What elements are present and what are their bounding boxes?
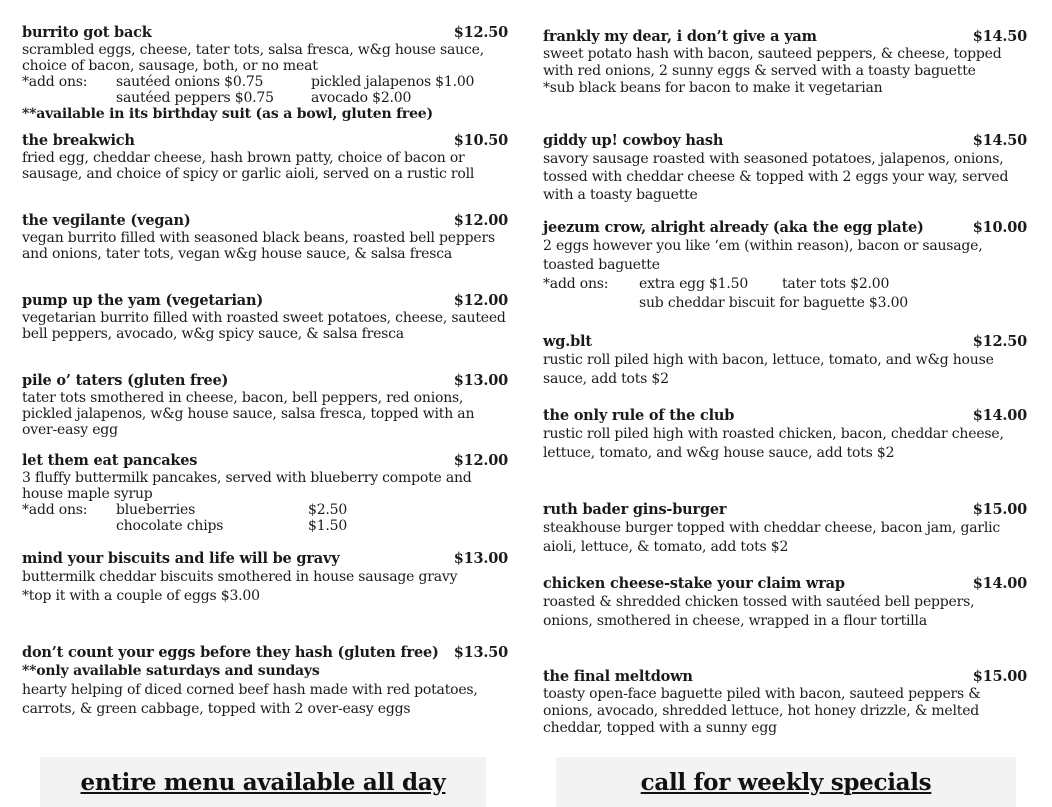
menu-item-description: fried egg, cheddar cheese, hash brown patty, choice of bacon or sausage, and choice of spicy or garlic aioli, served on a rustic roll [22,150,475,182]
menu-item-name: the vegilante (vegan) [22,212,191,229]
menu-item-price: $14.00 [972,407,1027,424]
menu-item-name: the final meltdown [543,668,693,685]
menu-item-description: buttermilk cheddar biscuits smothered in house sausage gravy [22,569,458,585]
menu-item-description: vegetarian burrito filled with roasted sweet potatoes, cheese, sauteed bell peppers, avocado, w&g spicy sauce, & salsa fresca [22,310,506,342]
add-on: tater tots $2.00 [782,276,890,292]
menu-item-description: rustic roll piled high with roasted chicken, bacon, cheddar cheese, lettuce, tomato, and w&g house sauce, add tots $2 [543,426,1004,461]
menu-item-jeezum-crow [543,219,1027,313]
banner-weekly-specials [556,757,1016,807]
menu-item-price: $12.00 [453,292,508,309]
banner-text: call for weekly specials [640,768,932,796]
menu-item-price: $14.50 [972,28,1027,45]
menu-item-name: mind your biscuits and life will be gravy [22,550,340,567]
menu-item-price: $12.00 [453,212,508,229]
menu-item-price: $10.00 [972,219,1027,236]
menu-item-description: 3 fluffy buttermilk pancakes, served with blueberry compote and house maple syrup [22,470,472,502]
menu-item-price: $12.50 [453,24,508,41]
menu-item-name: burrito got back [22,24,152,41]
add-on: pickled jalapenos $1.00 [311,74,475,90]
menu-item-price: $14.00 [972,575,1027,592]
add-on-price: $1.50 [308,518,348,534]
menu-item-giddy-up-cowboy-hash [543,132,1027,204]
menu-item-ruth-bader-gins-burger [543,501,1027,557]
menu-item-description: savory sausage roasted with seasoned potatoes, jalapenos, onions, tossed with cheddar cheese & topped with 2 eggs your way, served with a toasty baguette [543,151,1009,203]
menu-item-price: $15.00 [972,501,1027,518]
menu-item-wg-blt [543,333,1027,389]
menu-item-name: frankly my dear, i don’t give a yam [543,28,817,45]
menu-item-name: pile o’ taters (gluten free) [22,372,229,389]
menu-item-price: $15.00 [972,668,1027,685]
menu-item-the-final-meltdown [543,668,1027,737]
menu-item-description: scrambled eggs, cheese, tater tots, salsa fresca, w&g house sauce, choice of bacon, sausage, both, or no meat [22,42,484,74]
add-ons-label: *add ons: [22,502,88,518]
menu-item-pile-o-taters [22,372,508,438]
menu-item-name: pump up the yam (vegetarian) [22,292,263,309]
menu-item-name: jeezum crow, alright already (aka the egg plate) [543,219,924,236]
menu-item-price: $12.50 [972,333,1027,350]
menu-item-name: don’t count your eggs before they hash (gluten free) [22,644,439,661]
add-ons-label: *add ons: [543,276,609,292]
menu-item-pump-up-the-yam [22,292,508,342]
menu-item-description: hearty helping of diced corned beef hash made with red potatoes, carrots, & green cabbage, topped with 2 over-easy eggs [22,682,478,717]
banner-text: entire menu available all day [80,768,446,796]
add-ons [22,74,508,106]
menu-item-name: giddy up! cowboy hash [543,132,724,149]
menu-item-name: wg.blt [543,333,592,350]
menu-item-let-them-eat-pancakes [22,452,508,534]
menu-item-chicken-cheese-stake-wrap [543,575,1027,631]
add-on: sautéed peppers $0.75 [116,90,274,106]
add-ons [22,502,508,534]
menu-item-burrito-got-back [22,24,508,123]
menu-item-frankly-my-dear [543,28,1027,97]
menu-item-the-breakwich [22,132,520,182]
menu-item-name: let them eat pancakes [22,452,198,469]
menu-item-note: **only available saturdays and sundays [22,663,320,679]
menu-item-note: **available in its birthday suit (as a bowl, gluten free) [22,106,433,122]
menu-item-price: $13.00 [453,372,508,389]
menu-item-description: steakhouse burger topped with cheddar cheese, bacon jam, garlic aioli, lettuce, & tomato, add tots $2 [543,520,1001,555]
menu-item-description: sweet potato hash with bacon, sauteed peppers, & cheese, topped with red onions, 2 sunny eggs & served with a toasty baguette [543,46,1002,79]
menu-item-price: $13.00 [453,550,508,567]
menu-item-the-only-rule-of-the-club [543,407,1027,463]
banner-all-day [40,757,486,807]
menu-item-mind-your-biscuits [22,550,508,606]
menu-item-description: toasty open-face baguette piled with bacon, sauteed peppers & onions, avocado, shredded lettuce, hot honey drizzle, & melted cheddar, topped with a sunny egg [543,686,981,736]
add-ons-label: *add ons: [22,74,88,90]
menu-item-price: $10.50 [453,132,508,149]
menu-item-description: roasted & shredded chicken tossed with sautéed bell peppers, onions, smothered in cheese, wrapped in a flour tortilla [543,594,975,629]
menu-item-name: the breakwich [22,132,135,149]
menu-item-dont-count-your-eggs [22,644,508,719]
menu-item-price: $14.50 [972,132,1027,149]
menu-item-description: rustic roll piled high with bacon, lettuce, tomato, and w&g house sauce, add tots $2 [543,352,994,387]
add-on: extra egg $1.50 [639,276,749,292]
add-on: blueberries [116,502,196,518]
menu-item-name: the only rule of the club [543,407,735,424]
add-on: avocado $2.00 [311,90,412,106]
menu-item-price: $12.00 [453,452,508,469]
menu-item-description: 2 eggs however you like ‘em (within reason), bacon or sausage, toasted baguette [543,238,983,273]
menu-item-the-vegilante [22,212,512,262]
menu-item-price: $13.50 [453,644,508,661]
menu-item-extra: *top it with a couple of eggs $3.00 [22,588,260,604]
menu-item-name: chicken cheese-stake your claim wrap [543,575,845,592]
menu-item-description: tater tots smothered in cheese, bacon, bell peppers, red onions, pickled jalapenos, w&g house sauce, salsa fresca, topped with an over-easy egg [22,390,475,438]
menu-item-description: vegan burrito filled with seasoned black beans, roasted bell peppers and onions, tater tots, vegan w&g house sauce, & salsa fresca [22,230,495,262]
add-on-price: $2.50 [308,502,348,518]
menu-item-name: ruth bader gins-burger [543,501,727,518]
add-on: chocolate chips [116,518,224,534]
menu-item-extra: *sub black beans for bacon to make it vegetarian [543,80,883,96]
add-on: sautéed onions $0.75 [116,74,264,90]
add-ons [543,275,1027,313]
add-on: sub cheddar biscuit for baguette $3.00 [639,295,908,311]
